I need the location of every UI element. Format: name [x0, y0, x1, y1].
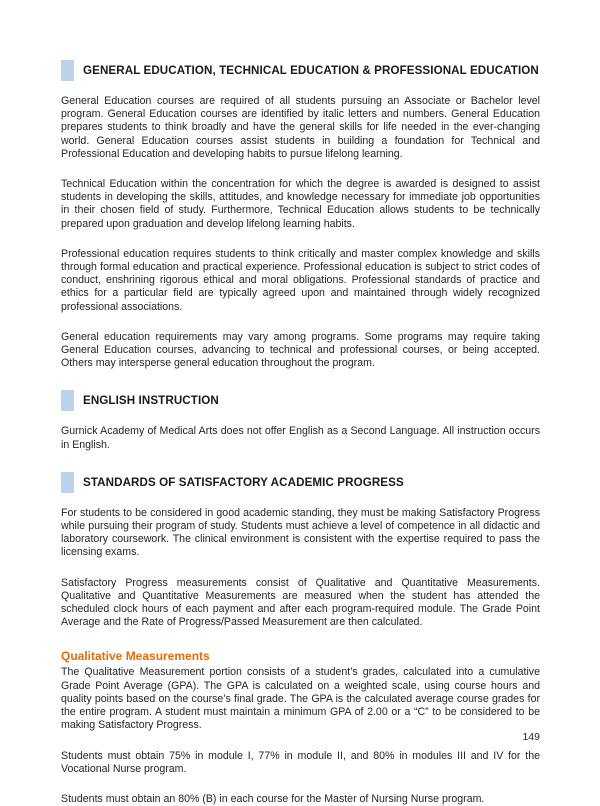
section-heading-satisfactory-academic-progress: [61, 472, 540, 493]
paragraph-master-of-nursing: Students must obtain an 80% (B) in each course for the Master of Nursing Nurse program.: [61, 792, 485, 805]
paragraph-professional-education: Professional education requires students to think critically and master complex knowledge and skills through formal education and practical experience. Professional education is subject to strict codes of conduct, enshrining rigorous ethical and moral obligations. Professional standards of practice and ethics for a particular field are typically agreed upon and maintained through widely recognized professional associations.: [61, 247, 540, 313]
heading-bullet-square: [61, 60, 74, 81]
section-heading-general-education: [61, 60, 540, 81]
heading-bullet-square: [61, 472, 74, 493]
section-heading-text: STANDARDS OF SATISFACTORY ACADEMIC PROGRESS: [83, 475, 404, 489]
paragraph-qualitative-measurement-gpa: The Qualitative Measurement portion consists of a student’s grades, calculated into a cumulative Grade Point Average (GPA). The GPA is calculated on a weighted scale, using course hours and quality points based on the course’s final grade. The GPA is the calculated average course grades for the entire program. A student must maintain a minimum GPA of 2.00 or a “C” to be considered to be making Satisfactory Progress.: [61, 666, 540, 732]
page-number: 149: [522, 731, 540, 743]
paragraph-vocational-nurse-modules: Students must obtain 75% in module I, 77% in module II, and 80% in modules III and IV for the Vocational Nurse program.: [61, 749, 540, 775]
heading-bullet-square: [61, 390, 74, 411]
paragraph-satisfactory-progress-measurements: Satisfactory Progress measurements consist of Qualitative and Quantitative Measurements. Qualitative and Quantitative Measurements are measured when the student has attended the scheduled clock hours of each payment and after each program-required module. The Grade Point Average and the Rate of Progress/Passed Measurement are then calculated.: [61, 576, 540, 629]
paragraph-technical-education: Technical Education within the concentration for which the degree is awarded is designed to assist students in developing the skills, attitudes, and knowledge necessary for immediate job opportunities in their chosen field of study. Furthermore, Technical Education allows students to be technically prepared upon graduation and develop lifelong learning habits.: [61, 178, 540, 230]
paragraph-general-education-1: General Education courses are required of all students pursuing an Associate or Bachelor level program. General Education courses are identified by italic letters and numbers. General Education prepares students to think broadly and have the general skills for life needed in the ever-changing world. General Education courses assist students in building a foundation for Technical and Professional Education and developing habits to pursue lifelong learning.: [61, 95, 540, 160]
paragraph-good-academic-standing: For students to be considered in good academic standing, they must be making Satisfactory Progress while pursuing their program of study. Students must achieve a level of competence in all didactic and laboratory coursework. The clinical environment is consistent with the expertise required to pass the licensing exams.: [61, 506, 540, 559]
paragraph-general-education-requirements: General education requirements may vary among programs. Some programs may require taking General Education courses, advancing to technical and professional courses, or being accepted. Others may intersperse general education throughout the program.: [61, 330, 540, 370]
section-heading-text: GENERAL EDUCATION, TECHNICAL EDUCATION & PROFESSIONAL EDUCATION: [83, 64, 539, 77]
section-heading-english-instruction: [61, 390, 540, 411]
section-heading-text: ENGLISH INSTRUCTION: [83, 394, 219, 408]
subheading-qualitative-measurements: Qualitative Measurements: [61, 649, 210, 664]
page-content: [61, 60, 540, 806]
paragraph-english-instruction: Gurnick Academy of Medical Arts does not offer English as a Second Language. All instruction occurs in English.: [61, 425, 540, 451]
